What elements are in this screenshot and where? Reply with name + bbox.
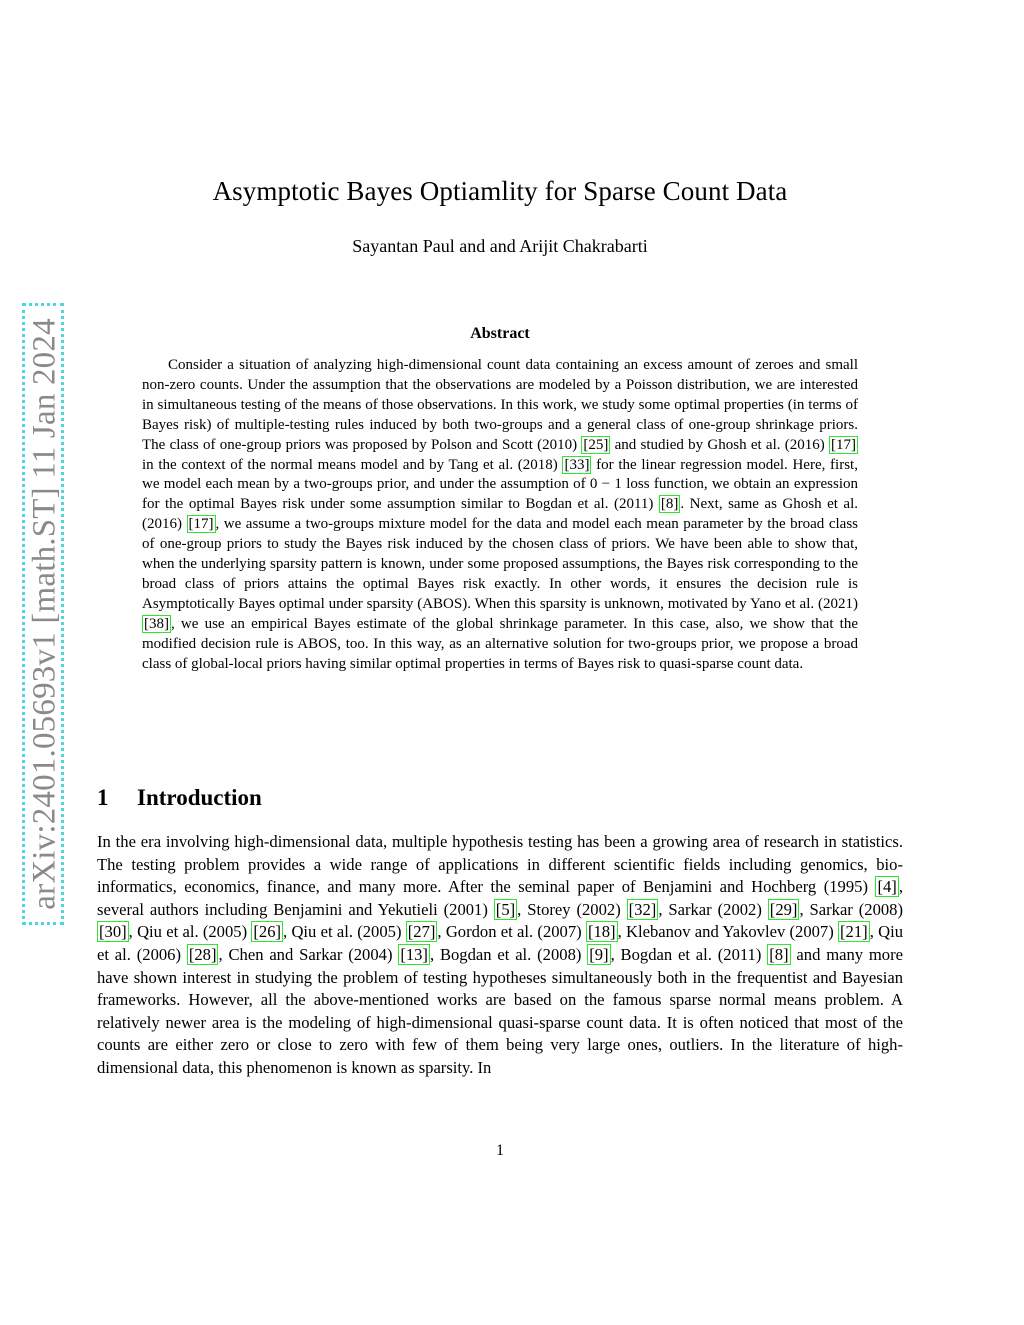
intro-seg: , Qiu et al. (2005) — [128, 922, 252, 942]
citation-link[interactable]: [30] — [99, 922, 127, 942]
intro-seg: In the era involving high-dimensional data, multiple hypothesis testing has been a growing area of research in statistics. The testing problem provides a wide range of applications in different scientific fields including genomics, bio-informatics, economics, finance, and many more. After the seminal paper of Benjamini and Hochberg (1995) — [97, 832, 903, 897]
intro-seg: , Bogdan et al. (2008) — [429, 944, 588, 964]
citation-link[interactable]: [21] — [840, 922, 868, 942]
citation-link[interactable]: [33] — [564, 456, 590, 473]
arxiv-identifier[interactable]: arXiv:2401.05693v1 [math.ST] 11 Jan 2024 — [26, 318, 63, 910]
intro-seg: , several authors including Benjamini and Yekutieli (2001) — [97, 877, 903, 919]
section-number: 1 — [97, 785, 109, 810]
section-heading — [97, 785, 262, 811]
citation-link[interactable]: [32] — [628, 899, 657, 919]
abstract-seg: and studied by Ghosh et al. (2016) — [610, 436, 829, 453]
citation-link[interactable]: [25] — [583, 436, 609, 453]
citation-link[interactable]: [8] — [660, 496, 679, 513]
citation-link[interactable]: [13] — [400, 944, 428, 964]
citation-link[interactable]: [38] — [144, 615, 169, 632]
intro-seg: , Chen and Sarkar (2004) — [218, 944, 399, 964]
abstract-seg: in the context of the normal means model and by Tang et al. (2018) — [142, 456, 563, 473]
introduction-text — [97, 831, 903, 1080]
citation-link[interactable]: [29] — [769, 899, 798, 919]
citation-link[interactable]: [17] — [831, 436, 856, 453]
intro-seg: and many more have shown interest in studying the problem of testing hypotheses simultaneously both in the frequentist and Bayesian frameworks. However, all the above-mentioned works are based on the famous sparse normal means problem. A relatively newer area is the modeling of high-dimensional quasi-sparse count data. It is often noticed that most of the counts are either zero or close to zero with few of them being very large ones, outliers. In the literature of high-dimensional data, this phenomenon is known as sparsity. In — [97, 944, 903, 1077]
citation-link[interactable]: [28] — [188, 944, 217, 964]
intro-seg: , Qiu et al. (2005) — [283, 922, 406, 942]
citation-link[interactable]: [18] — [587, 922, 616, 942]
citation-link[interactable]: [4] — [877, 877, 897, 897]
abstract-seg: . Next, same as Ghosh et al. (2016) — [142, 496, 859, 533]
abstract-heading: Abstract — [470, 325, 530, 342]
intro-seg: , Klebanov and Yakovlev (2007) — [617, 922, 839, 942]
citation-link[interactable]: [5] — [495, 899, 516, 919]
intro-seg: , Gordon et al. (2007) — [437, 922, 586, 942]
citation-link[interactable]: [26] — [253, 922, 282, 942]
intro-seg: , Sarkar (2008) — [799, 899, 903, 919]
intro-seg: , Bogdan et al. (2011) — [610, 944, 768, 964]
abstract-seg: for the linear regression model. Here, first, we model each mean by a two-groups prior, and under the assumption of 0 − 1 loss function, we obtain an expression for the optimal Bayes risk under some assumption similar to Bogdan et al. (2011) — [142, 456, 858, 513]
citation-link[interactable]: [17] — [188, 516, 214, 533]
citation-link[interactable]: [27] — [407, 922, 436, 942]
citation-link[interactable]: [9] — [589, 944, 609, 964]
paper-authors: Sayantan Paul and and Arijit Chakrabarti — [352, 236, 648, 256]
section-title: Introduction — [137, 785, 262, 810]
intro-seg: , Sarkar (2002) — [658, 899, 768, 919]
citation-link[interactable]: [8] — [769, 944, 789, 964]
page-number: 1 — [496, 1142, 504, 1159]
paper-title: Asymptotic Bayes Optiamlity for Sparse Count Data — [212, 176, 788, 206]
abstract-seg: Consider a situation of analyzing high-dimensional count data containing an excess amount of zeroes and small non-zero counts. Under the assumption that the observations are modeled by a Poisson distribution, we are interested in simultaneous testing of the means of those observations. In this work, we study some optimal properties (in terms of Bayes risk) of multiple-testing rules induced by both two-groups and a general class of one-group shrinkage priors. The class of one-group priors was proposed by Polson and Scott (2010) — [142, 357, 858, 453]
intro-seg: , Storey (2002) — [517, 899, 627, 919]
abstract-text — [142, 356, 858, 675]
abstract-seg: , we assume a two-groups mixture model for the data and model each mean parameter by the broad class of one-group priors to study the Bayes risk induced by the chosen class of priors. We have been able to show that, when the underlying sparsity pattern is known, under some proposed assumptions, the Bayes risk corresponding to the broad class of priors attains the optimal Bayes risk exactly. In other words, it ensures the decision rule is Asymptotically Bayes optimal under sparsity (ABOS). When this sparsity is unknown, motivated by Yano et al. (2021) — [142, 516, 858, 612]
abstract-seg: , we use an empirical Bayes estimate of the global shrinkage parameter. In this case, also, we show that the modified decision rule is ABOS, too. In this way, as an alternative solution for two-groups prior, we propose a broad class of global-local priors having similar optimal properties in terms of Bayes risk to quasi-sparse count data. — [142, 615, 858, 672]
intro-seg: , Qiu et al. (2006) — [97, 922, 903, 964]
